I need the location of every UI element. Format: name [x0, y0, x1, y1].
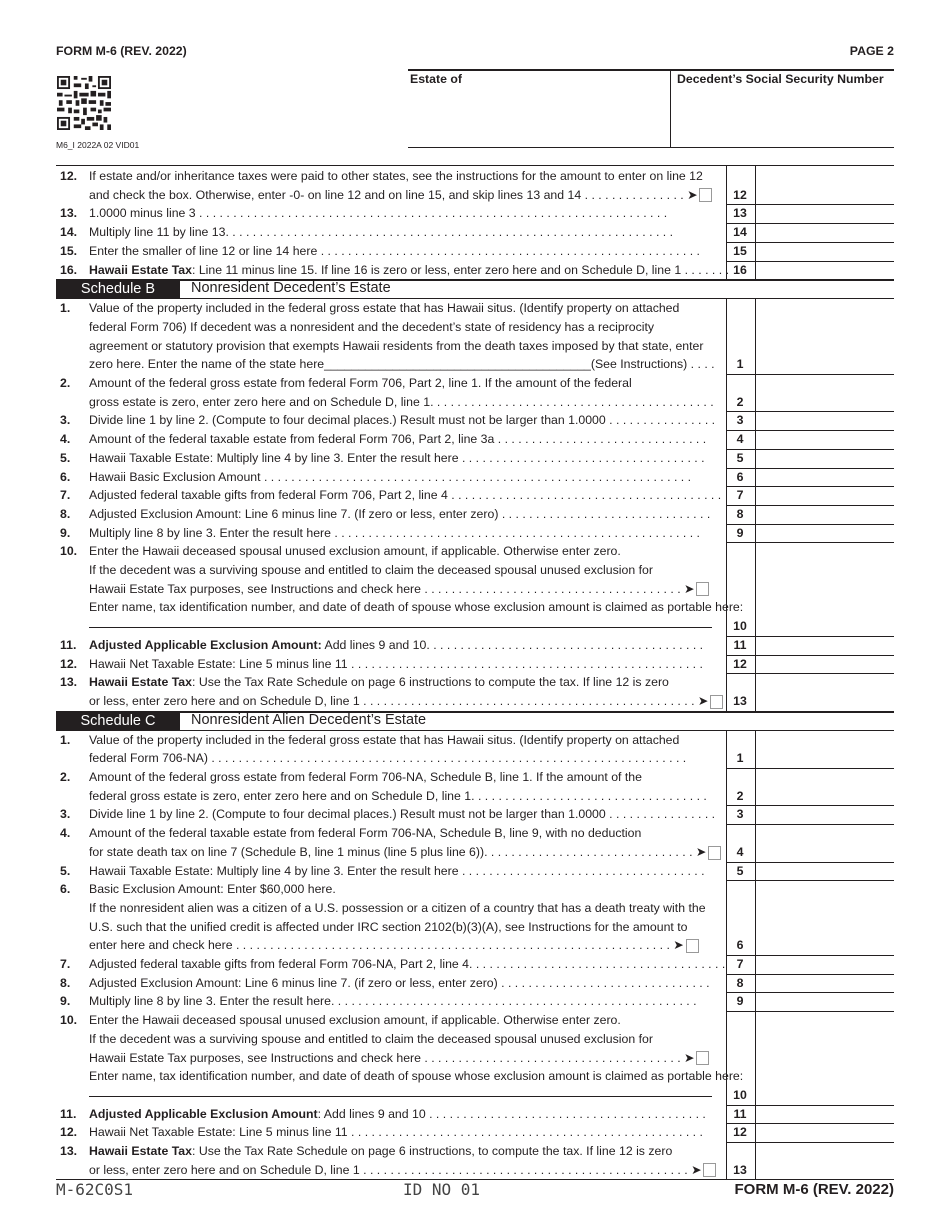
form-line: [56, 337, 894, 356]
line-text: [89, 638, 703, 652]
line-text-body: Value of the property included in the federal gross estate that has Hawaii situs. (Identify property on attached: [89, 301, 680, 316]
form-line: [56, 918, 894, 937]
form-line: [56, 242, 894, 261]
line-text: [89, 206, 667, 220]
rule-line: [56, 279, 894, 281]
line-text: [89, 1125, 703, 1139]
form-line: [56, 936, 894, 955]
line-number-label: 4.: [60, 432, 71, 447]
line-text: [89, 432, 706, 446]
form-line: [56, 204, 894, 223]
form-line: [56, 299, 894, 318]
line-text: [89, 901, 706, 915]
form-line: [56, 692, 894, 711]
line-text-body: Hawaii Basic Exclusion Amount . . . . . . . . . . . . . . . . . . . . . . . . . . . . . . . . . . . . . . . . . . . . . . . . . . . . . . . . . . . . . . .: [89, 469, 692, 484]
footer-code: M-62C0S1: [56, 1180, 134, 1199]
form-line: [56, 374, 894, 393]
amount-field-line-2[interactable]: [755, 787, 894, 806]
amount-field-line-12[interactable]: [755, 1123, 894, 1142]
line-text-body: Add lines 9 and 10. . . . . . . . . . . . . . . . . . . . . . . . . . . . . . . . . . . . . . . . .: [321, 637, 704, 652]
form-line: [56, 542, 894, 561]
line-text-body: Divide line 1 by line 2. (Compute to four decimal places.) Result must not be larger than 1.0000 . . . . . . . . . . . . . . . .: [89, 413, 716, 428]
amount-field-line-7[interactable]: [755, 955, 894, 974]
checkbox[interactable]: [710, 695, 723, 709]
qr-code-icon: [56, 76, 112, 130]
rule-line: [89, 627, 712, 628]
line-text: [89, 526, 700, 540]
line-text-body: 1.0000 minus line 3 . . . . . . . . . . . . . . . . . . . . . . . . . . . . . . . . . . . . . . . . . . . . . . . . . . . . . . . . . . . . . . . . . . . . .: [89, 206, 668, 221]
line-text: [89, 976, 710, 990]
answer-line-number: 7: [736, 957, 744, 971]
form-line: [56, 261, 894, 280]
line-text-bold: Adjusted Applicable Exclusion Amount: [89, 1106, 318, 1121]
form-line: [56, 992, 894, 1011]
line-text-body: Hawaii Taxable Estate: Multiply line 4 by line 3. Enter the result here . . . . . . . . . . . . . . . . . . . . . . . . . . . . . . . . . . . .: [89, 450, 705, 465]
line-text-body: Enter name, tax identification number, and date of death of spouse whose exclusion amount is claimed as portable here:: [89, 1069, 744, 1084]
amount-field-line-11[interactable]: [755, 636, 894, 655]
form-line: [56, 1030, 894, 1049]
answer-line-number: 10: [733, 619, 747, 634]
form-line: [56, 524, 894, 543]
line-text: [89, 882, 336, 896]
form-line: [56, 787, 894, 806]
amount-field-line-16[interactable]: [755, 261, 894, 280]
amount-field-line-5[interactable]: [755, 449, 894, 468]
line-number-label: 4.: [60, 826, 71, 841]
line-text-body: Multiply line 11 by line 13. . . . . . . . . . . . . . . . . . . . . . . . . . . . . . . . . . . . . . . . . . . . . . . . . . . . . . . . . . . . . . . . . .: [89, 225, 674, 240]
line-text-body: If the nonresident alien was a citizen of a U.S. possession or a citizen of a country that has a death treaty with the: [89, 900, 706, 915]
answer-line-number: 11: [733, 1106, 747, 1121]
document-code: M6_I 2022A 02 VID01: [56, 140, 140, 150]
amount-field-line-2[interactable]: [755, 393, 894, 412]
line-text: [89, 600, 743, 614]
column-divider: [755, 731, 756, 1180]
form-line: [56, 1011, 894, 1030]
form-line: [56, 430, 894, 449]
answer-line-number: 9: [736, 994, 744, 1009]
line-text-body: Adjusted federal taxable gifts from federal Form 706-NA, Part 2, line 4. . . . . . . . . . . . . . . . . . . . . . . . . . . . . . . . . . . . . .: [89, 957, 726, 971]
amount-field-line-13[interactable]: [755, 204, 894, 223]
line-number-label: 16.: [60, 262, 78, 277]
form-line: [56, 1123, 894, 1142]
line-text-body: federal gross estate is zero, enter zero here and on Schedule D, line 1. . . . . . . . . . . . . . . . . . . . . . . . . . . . . . . . . . .: [89, 788, 707, 803]
line-text: [89, 582, 709, 597]
line-text: [89, 920, 688, 934]
line-text: [89, 563, 653, 577]
footer-form-id: FORM M-6 (REV. 2022): [734, 1181, 894, 1198]
form-line: [56, 468, 894, 487]
line-text: [89, 244, 700, 258]
line-text-body: or less, enter zero here and on Schedule D, line 1 . . . . . . . . . . . . . . . . . . . . . . . . . . . . . . . . . . . . . . . . . . . . . . . . ➤: [89, 1162, 702, 1177]
answer-line-number: 12: [733, 187, 747, 202]
line-text: [89, 395, 714, 409]
line-number-label: 13.: [60, 675, 78, 690]
rule-line: [89, 1096, 712, 1097]
form-line: [56, 899, 894, 918]
line-text-body: or less, enter zero here and on Schedule D, line 1 . . . . . . . . . . . . . . . . . . . . . . . . . . . . . . . . . . . . . . . . . . . . . . . . . ➤: [89, 693, 709, 708]
amount-field-line-8[interactable]: [755, 974, 894, 993]
column-divider: [755, 165, 756, 279]
column-divider: [755, 299, 756, 710]
form-line: [56, 843, 894, 862]
line-text: [89, 1013, 621, 1027]
line-text-body: and check the box. Otherwise, enter -0- on line 12 and on line 15, and skip lines 13 and 14 . . . . . . . . . . . . . . . ➤: [89, 187, 698, 202]
line-text: [89, 751, 686, 765]
line-text: [89, 169, 703, 183]
line-text-bold: Hawaii Estate Tax: [89, 675, 192, 690]
line-text-body: : Use the Tax Rate Schedule on page 6 instructions to compute the tax. If line 12 is zero: [191, 675, 669, 690]
amount-field-line-6[interactable]: [755, 936, 894, 955]
line-text: [89, 789, 707, 803]
amount-field-line-13[interactable]: [755, 692, 894, 711]
line-text-body: Adjusted Exclusion Amount: Line 6 minus line 7. (if zero or less, enter zero) . . . . . . . . . . . . . . . . . . . . . . . . . . . . . . .: [89, 975, 710, 990]
line-text-body: agreement or statutory provision that exempts Hawaii residents from the death taxes imposed by that state, enter: [89, 338, 704, 353]
line-text: [89, 188, 712, 203]
line-number-label: 9.: [60, 994, 71, 1009]
line-text: [89, 694, 723, 709]
form-line: [56, 355, 894, 374]
answer-line-number: 5: [736, 450, 744, 465]
rule-line: [56, 165, 894, 166]
amount-field-line-10[interactable]: [755, 1086, 894, 1105]
line-text-body: If estate and/or inheritance taxes were paid to other states, see the instructions for the amount to enter on line 12: [89, 169, 703, 183]
page-number: PAGE 2: [849, 44, 894, 58]
column-divider: [726, 165, 727, 279]
amount-field-line-8[interactable]: [755, 505, 894, 524]
line-text: [89, 1051, 709, 1066]
line-text: [89, 957, 725, 971]
line-text-body: Basic Exclusion Amount: Enter $60,000 here.: [89, 882, 336, 897]
line-text: [89, 864, 705, 878]
line-text-bold: Hawaii Estate Tax: [89, 262, 192, 277]
answer-line-number: 2: [736, 788, 744, 803]
line-text-body: federal Form 706-NA) . . . . . . . . . . . . . . . . . . . . . . . . . . . . . . . . . . . . . . . . . . . . . . . . . . . . . . . . . . . . . . . . . . . . . .: [89, 751, 687, 766]
answer-line-number: 4: [736, 432, 744, 447]
schedule-c-title: Nonresident Alien Decedent’s Estate: [191, 711, 427, 728]
line-number-label: 3.: [60, 807, 71, 822]
line-text: [89, 339, 703, 353]
amount-field-line-1[interactable]: [755, 749, 894, 768]
form-line: [56, 167, 894, 186]
line-text-body: for state death tax on line 7 (Schedule B, line 1 minus (line 5 plus line 6)). . . . . . . . . . . . . . . . . . . . . . . . . . . . . . . ➤: [89, 844, 707, 859]
answer-line-number: 8: [736, 506, 744, 521]
line-text-bold: Hawaii Estate Tax: [89, 1144, 192, 1158]
line-text-body: Enter the smaller of line 12 or line 14 here . . . . . . . . . . . . . . . . . . . . . . . . . . . . . . . . . . . . . . . . . . . . . . . . . . . . . . . .: [89, 243, 700, 258]
line-number-label: 15.: [60, 243, 78, 258]
line-text-body: Hawaii Estate Tax purposes, see Instructions and check here . . . . . . . . . . . . . . . . . . . . . . . . . . . . . . . . . . . . . . ➤: [89, 1050, 695, 1065]
line-text: [89, 1107, 706, 1121]
line-number-label: 1.: [60, 301, 71, 316]
form-line: [56, 655, 894, 674]
form-line: [56, 880, 894, 899]
line-text-body: zero here. Enter the name of the state here_______________________________________(See Instructions) . . . .: [89, 357, 715, 372]
checkbox[interactable]: [699, 188, 712, 202]
line-number-label: 6.: [60, 882, 71, 897]
checkbox[interactable]: [703, 1163, 716, 1177]
line-text-body: Value of the property included in the federal gross estate that has Hawaii situs. (Identify property on attached: [89, 732, 680, 747]
form-line: [56, 486, 894, 505]
line-text-body: If the decedent was a surviving spouse and entitled to claim the deceased spousal unused exclusion for: [89, 563, 653, 577]
schedule-b-tab: Schedule B: [56, 280, 180, 298]
line-text: [89, 733, 679, 747]
line-text-body: Hawaii Net Taxable Estate: Line 5 minus line 11 . . . . . . . . . . . . . . . . . . . . . . . . . . . . . . . . . . . . . . . . . . . . . . . . . . . .: [89, 656, 703, 671]
line-text-body: Multiply line 8 by line 3. Enter the result here. . . . . . . . . . . . . . . . . . . . . . . . . . . . . . . . . . . . . . . . . . . . . . . . . . . . . .: [89, 994, 697, 1009]
line-text: [89, 225, 673, 239]
line-text-body: Hawaii Net Taxable Estate: Line 5 minus line 11 . . . . . . . . . . . . . . . . . . . . . . . . . . . . . . . . . . . . . . . . . . . . . . . . . . . .: [89, 1125, 703, 1140]
form-line: [56, 974, 894, 993]
answer-line-number: 13: [733, 693, 747, 708]
answer-line-number: 11: [733, 637, 747, 652]
column-divider: [726, 731, 727, 1180]
line-text-body: federal Form 706) If decedent was a nonresident and the decedent’s state of residency has a reciprocity: [89, 319, 655, 334]
form-id: FORM M-6 (REV. 2022): [56, 44, 187, 58]
line-text: [89, 1144, 672, 1158]
column-divider: [726, 299, 727, 710]
answer-line-number: 13: [733, 206, 747, 221]
amount-field-line-15[interactable]: [755, 242, 894, 261]
answer-line-number: 5: [736, 863, 744, 878]
amount-field-line-14[interactable]: [755, 223, 894, 242]
line-number-label: 1.: [60, 732, 71, 747]
line-text: [89, 357, 715, 371]
line-text: [89, 544, 621, 558]
line-text-body: Hawaii Estate Tax purposes, see Instructions and check here . . . . . . . . . . . . . . . . . . . . . . . . . . . . . . . . . . . . . . ➤: [89, 581, 695, 596]
line-text-body: Enter name, tax identification number, and date of death of spouse whose exclusion amount is claimed as portable here:: [89, 600, 744, 615]
line-text-body: Amount of the federal taxable estate from federal Form 706-NA, Schedule B, line 9, with no deduction: [89, 826, 642, 841]
line-number-label: 2.: [60, 376, 71, 390]
line-text: [89, 1069, 743, 1083]
line-text: [89, 826, 641, 840]
footer-id: ID NO 01: [403, 1180, 481, 1199]
answer-line-number: 12: [733, 656, 747, 671]
amount-field-line-9[interactable]: [755, 524, 894, 543]
line-number-label: 5.: [60, 450, 71, 465]
form-line: [56, 411, 894, 430]
line-text-body: gross estate is zero, enter zero here and on Schedule D, line 1. . . . . . . . . . . . . . . . . . . . . . . . . . . . . . . . . . . . . . . . . .: [89, 394, 714, 409]
form-line: [56, 393, 894, 412]
line-text: [89, 845, 721, 860]
amount-field-line-9[interactable]: [755, 992, 894, 1011]
schedule-c-tab: Schedule C: [56, 712, 180, 730]
line-number-label: 7.: [60, 488, 71, 503]
amount-field-line-4[interactable]: [755, 843, 894, 862]
line-number-label: 13.: [60, 1144, 78, 1158]
line-number-label: 10.: [60, 1013, 78, 1028]
line-number-label: 3.: [60, 413, 71, 428]
checkbox[interactable]: [696, 1051, 709, 1065]
line-text-body: Amount of the federal taxable estate from federal Form 706, Part 2, line 3a . . . . . . . . . . . . . . . . . . . . . . . . . . . . . . .: [89, 432, 707, 447]
line-text-bold: Adjusted Applicable Exclusion Amount:: [89, 637, 322, 652]
form-line: [56, 1105, 894, 1124]
form-line: [56, 580, 894, 599]
line-number-label: 12.: [60, 1125, 78, 1140]
form-line: [56, 673, 894, 692]
line-number-label: 11.: [60, 637, 77, 652]
line-text-body: Adjusted Exclusion Amount: Line 6 minus line 7. (If zero or less, enter zero) . . . . . . . . . . . . . . . . . . . . . . . . . . . . . . .: [89, 506, 711, 521]
form-line: [56, 805, 894, 824]
line-text: [89, 657, 703, 671]
form-line: [56, 1161, 894, 1180]
estate-of-label: Estate of: [410, 72, 462, 86]
checkbox[interactable]: [708, 846, 721, 860]
form-line: [56, 223, 894, 242]
form-line: [56, 955, 894, 974]
answer-line-number: 15: [733, 243, 747, 258]
line-text: [89, 488, 721, 502]
line-text: [89, 1032, 653, 1046]
line-text: [89, 470, 691, 484]
line-text: [89, 938, 699, 953]
line-number-label: 8.: [60, 506, 71, 521]
answer-line-number: 7: [736, 488, 744, 503]
line-text-body: If the decedent was a surviving spouse and entitled to claim the deceased spousal unused exclusion for: [89, 1031, 653, 1046]
answer-line-number: 8: [736, 975, 744, 990]
amount-field-line-7[interactable]: [755, 486, 894, 505]
line-number-label: 9.: [60, 525, 71, 540]
amount-field-line-1[interactable]: [755, 355, 894, 374]
answer-line-number: 3: [736, 413, 744, 428]
answer-line-number: 14: [733, 225, 747, 240]
line-text: [89, 263, 729, 277]
answer-line-number: 1: [736, 751, 744, 766]
line-text: [89, 301, 679, 315]
answer-line-number: 6: [736, 938, 744, 953]
line-text-body: Adjusted federal taxable gifts from federal Form 706, Part 2, line 4 . . . . . . . . . . . . . . . . . . . . . . . . . . . . . . . . . . . . . . . .: [89, 488, 722, 503]
amount-field-line-13[interactable]: [755, 1161, 894, 1180]
form-line: [56, 768, 894, 787]
line-text: [89, 413, 715, 427]
line-text: [89, 451, 705, 465]
answer-line-number: 3: [736, 807, 744, 822]
line-text: [89, 320, 654, 334]
form-line: [56, 862, 894, 881]
line-text: [89, 507, 710, 521]
amount-field-line-12[interactable]: [755, 655, 894, 674]
line-text-body: U.S. such that the unified credit is affected under IRC section 2102(b)(3)(A), see Instructions for the amount to: [89, 919, 688, 934]
line-number-label: 14.: [60, 225, 78, 240]
line-number-label: 12.: [60, 656, 78, 671]
answer-line-number: 13: [733, 1162, 747, 1177]
form-line: [56, 318, 894, 337]
line-number-label: 10.: [60, 544, 78, 559]
amount-field-line-6[interactable]: [755, 468, 894, 487]
line-number-label: 7.: [60, 957, 71, 971]
ssn-label: Decedent’s Social Security Number: [677, 72, 884, 86]
line-number-label: 5.: [60, 863, 71, 878]
form-line: [56, 186, 894, 205]
line-number-label: 6.: [60, 469, 71, 484]
line-text: [89, 675, 669, 689]
answer-line-number: 6: [736, 469, 744, 484]
answer-line-number: 10: [733, 1087, 747, 1102]
line-text-body: Hawaii Taxable Estate: Multiply line 4 by line 3. Enter the result here . . . . . . . . . . . . . . . . . . . . . . . . . . . . . . . . . . . .: [89, 863, 705, 878]
line-text-body: Enter the Hawaii deceased spousal unused exclusion amount, if applicable. Otherwise enter zero.: [89, 1013, 621, 1028]
amount-field-line-10[interactable]: [755, 617, 894, 636]
amount-field-line-3[interactable]: [755, 411, 894, 430]
rule-line: [56, 711, 894, 713]
checkbox[interactable]: [686, 939, 699, 953]
form-line: [56, 505, 894, 524]
form-line: [56, 749, 894, 768]
form-line: [56, 1067, 894, 1086]
answer-line-number: 16: [733, 262, 747, 277]
answer-line-number: 12: [733, 1125, 747, 1140]
form-line: [56, 449, 894, 468]
form-line: [56, 731, 894, 750]
amount-field-line-4[interactable]: [755, 430, 894, 449]
line-number-label: 8.: [60, 975, 71, 990]
form-line: [56, 598, 894, 617]
checkbox[interactable]: [696, 582, 709, 596]
answer-line-number: 2: [736, 394, 744, 409]
amount-field-line-12[interactable]: [755, 186, 894, 205]
schedule-b-title: Nonresident Decedent’s Estate: [191, 280, 391, 297]
line-text: [89, 994, 697, 1008]
answer-line-number: 4: [736, 844, 744, 859]
amount-field-line-5[interactable]: [755, 862, 894, 881]
line-text-body: : Line 11 minus line 15. If line 16 is zero or less, enter zero here and on Schedule D, line 1 . . . . . . .: [191, 262, 730, 277]
amount-field-line-11[interactable]: [755, 1105, 894, 1124]
form-line: [56, 1142, 894, 1161]
line-text-body: : Use the Tax Rate Schedule on page 6 instructions, to compute the tax. If line 12 is zero: [191, 1144, 673, 1158]
line-text: [89, 770, 642, 784]
line-text: [89, 376, 632, 390]
form-line: [56, 561, 894, 580]
line-text-body: Multiply line 8 by line 3. Enter the result here . . . . . . . . . . . . . . . . . . . . . . . . . . . . . . . . . . . . . . . . . . . . . . . . . . . . . .: [89, 525, 700, 540]
amount-field-line-3[interactable]: [755, 805, 894, 824]
answer-line-number: 1: [736, 357, 744, 372]
form-line: [56, 1049, 894, 1068]
line-number-label: 13.: [60, 206, 78, 221]
line-text: [89, 807, 715, 821]
line-number-label: 11.: [60, 1106, 77, 1121]
line-text-body: Amount of the federal gross estate from federal Form 706-NA, Schedule B, line 1. If the amount of the: [89, 770, 642, 784]
line-text-body: Enter the Hawaii deceased spousal unused exclusion amount, if applicable. Otherwise enter zero.: [89, 544, 621, 559]
line-number-label: 2.: [60, 770, 71, 784]
line-number-label: 12.: [60, 169, 78, 183]
line-text-body: : Add lines 9 and 10 . . . . . . . . . . . . . . . . . . . . . . . . . . . . . . . . . . . . . . . . .: [317, 1106, 706, 1121]
line-text-body: Divide line 1 by line 2. (Compute to four decimal places.) Result must not be larger than 1.0000 . . . . . . . . . . . . . . . .: [89, 807, 716, 822]
line-text: [89, 1163, 716, 1178]
form-line: [56, 636, 894, 655]
line-text-body: enter here and check here . . . . . . . . . . . . . . . . . . . . . . . . . . . . . . . . . . . . . . . . . . . . . . . . . . . . . . . . . . . . . . . . ➤: [89, 938, 684, 953]
line-text-body: Amount of the federal gross estate from federal Form 706, Part 2, line 1. If the amount of the federal: [89, 376, 632, 390]
form-line: [56, 824, 894, 843]
answer-line-number: 9: [736, 525, 744, 540]
